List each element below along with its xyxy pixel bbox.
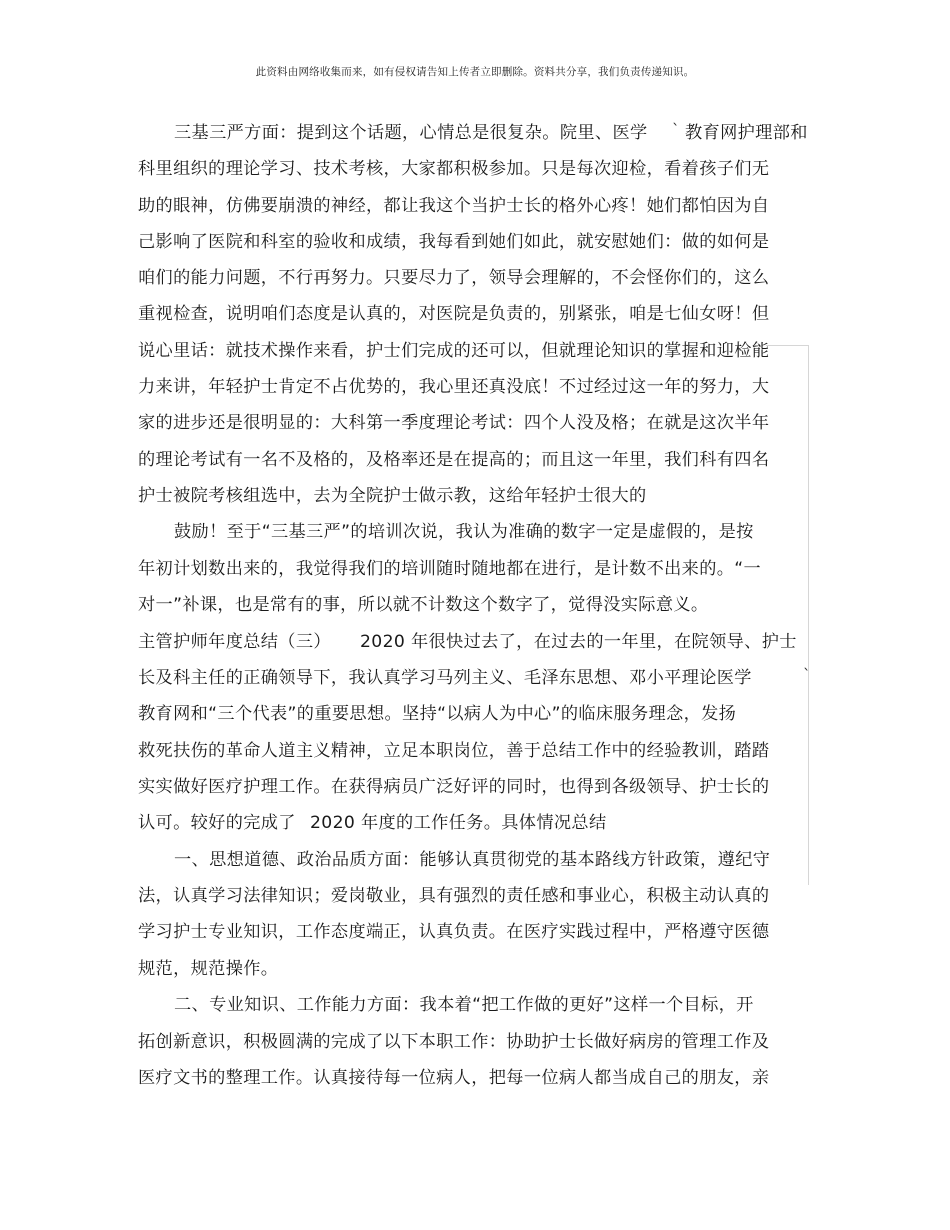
text-line: 咱们的能力问题，不行再努力。只要尽力了，领导会理解的，不会怪你们的，这么: [138, 268, 770, 288]
text-line: 护士被院考核组选中，去为全院护士做示教，这给年轻护士很大的: [138, 486, 647, 506]
text-line: 教育网和“三个代表”的重要思想。坚持“以病人为中心”的临床服务理念，发扬: [138, 704, 737, 724]
text-line: 重视检查，说明咱们态度是认真的，对医院是负责的，别紧张，咱是七仙女呀！但: [138, 304, 770, 324]
text-line: 家的进步还是很明显的：大科第一季度理论考试：四个人没及格；在就是这次半年: [138, 413, 770, 433]
text-line: 助的眼神，仿佛要崩溃的神经，都让我这个当护士长的格外心疼！她们都怕因为自: [138, 196, 770, 216]
text-line: 年初计划数出来的，我觉得我们的培训随时随地都在进行，是计数不出来的。“一: [138, 559, 762, 579]
text-line: 一、思想道德、政治品质方面：能够认真贯彻党的基本路线方针政策，遵纪守: [174, 850, 771, 870]
text-line: 教育网护理部和: [685, 123, 808, 143]
text-line: 拓创新意识，积极圆满的完成了以下本职工作：协助护士长做好病房的管理工作及: [138, 1032, 770, 1052]
header-disclaimer: 此资料由网络收集而来，如有侵权请告知上传者立即删除。资料共分享，我们负责传递知识。: [255, 66, 695, 78]
text-line: 法，认真学习法律知识；爱岗敬业，具有强烈的责任感和事业心，积极主动认真的: [138, 886, 770, 906]
text-line: 2020 年度的工作任务。具体情况总结: [310, 813, 607, 833]
text-line: 三基三严方面：提到这个话题，心情总是很复杂。院里、医学: [174, 123, 648, 143]
section-heading: 主管护师年度总结（三）: [138, 632, 331, 652]
text-line: 鼓励！至于“三基三严”的培训次说，我认为准确的数字一定是虚假的，是按: [174, 522, 754, 542]
text-line: 说心里话：就技术操作来看，护士们完成的还可以，但就理论知识的掌握和迎检能: [138, 341, 770, 361]
text-line: 己影响了医院和科室的验收和成绩，我每看到她们如此，就安慰她们：做的如何是: [138, 232, 770, 252]
text-line: 学习护士专业知识，工作态度端正，认真负责。在医疗实践过程中，严格遵守医德: [138, 922, 770, 942]
text-line: 规范，规范操作。: [138, 959, 279, 979]
text-line: 认可。较好的完成了: [138, 813, 296, 833]
text-line: 二、专业知识、工作能力方面：我本着“把工作做的更好”这样一个目标，开: [174, 995, 754, 1015]
text-line: 医疗文书的整理工作。认真接待每一位病人，把每一位病人都当成自己的朋友，亲: [138, 1068, 770, 1088]
text-line: 的理论考试有一名不及格的，及格率还是在提高的；而且这一年里，我们科有四名: [138, 450, 770, 470]
text-line: 实实做好医疗护理工作。在获得病员广泛好评的同时，也得到各级领导、护士长的: [138, 777, 770, 797]
stray-mark: `: [672, 121, 680, 139]
text-line: 力来讲，年轻护士肯定不占优势的，我心里还真没底！不过经过这一年的努力，大: [138, 377, 770, 397]
text-line: 2020 年很快过去了，在过去的一年里，在院领导、护士: [360, 632, 797, 652]
text-line: 对一”补课，也是常有的事，所以就不计数这个数字了，觉得没实际意义。: [138, 595, 709, 615]
text-line: 长及科主任的正确领导下，我认真学习马列主义、毛泽东思想、邓小平理论医学: [138, 668, 752, 688]
stray-mark: `: [803, 666, 811, 684]
text-line: 救死扶伤的革命人道主义精神，立足本职岗位，善于总结工作中的经验教训，踏踏: [138, 741, 770, 761]
text-line: 科里组织的理论学习、技术考核，大家都积极参加。只是每次迎检，看着孩子们无: [138, 159, 770, 179]
